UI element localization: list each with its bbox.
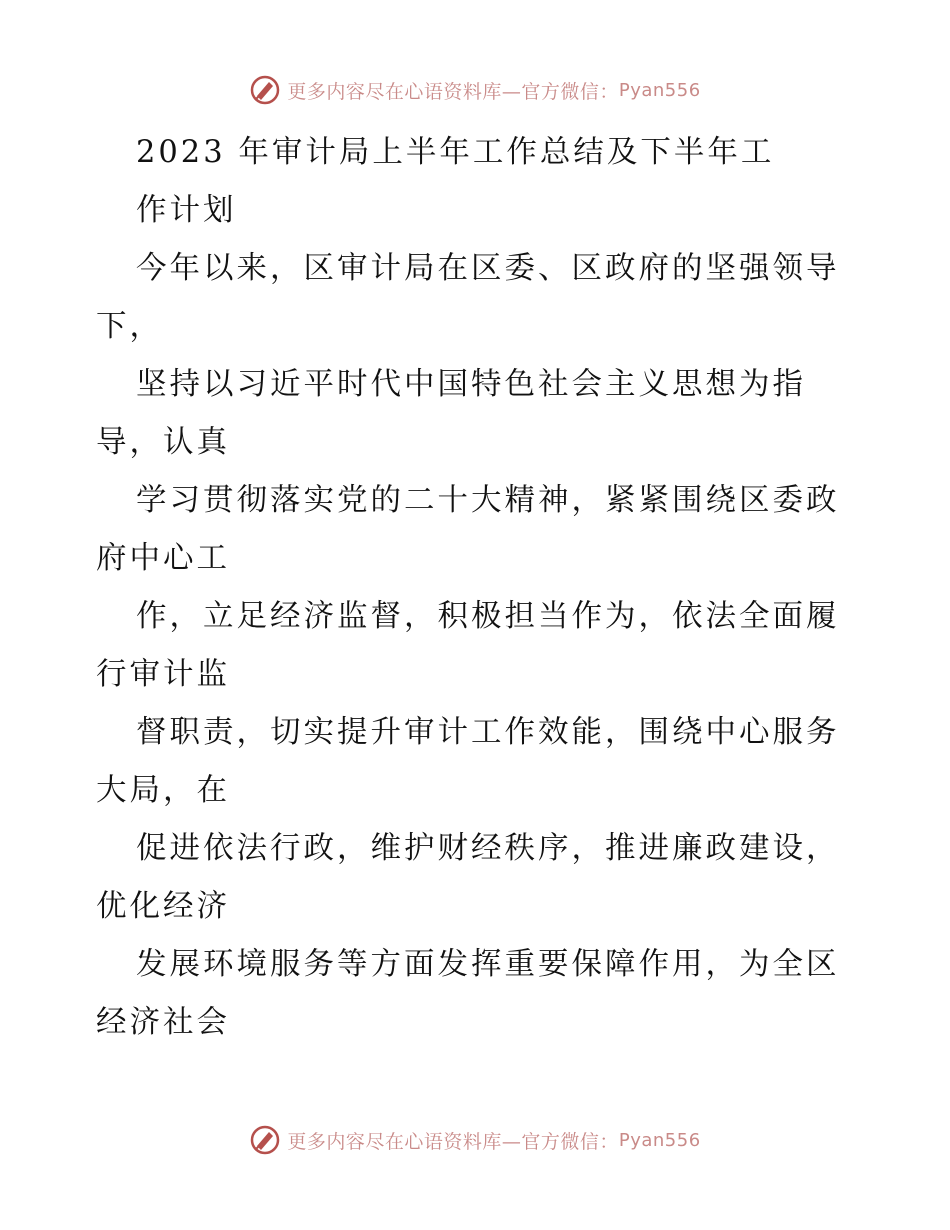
paragraph-line: 行审计监: [96, 657, 230, 692]
paragraph-line: 坚持以习近平时代中国特色社会主义思想为指: [136, 367, 806, 402]
paragraph-line: 府中心工: [96, 541, 230, 576]
watermark-text: 更多内容尽在心语资料库—官方微信：: [287, 80, 619, 103]
stamp-logo-icon: [249, 74, 281, 106]
watermark-text: 更多内容尽在心语资料库—官方微信：: [287, 1130, 619, 1153]
document-body: [96, 124, 896, 1052]
paragraph-line: 下，: [96, 309, 163, 344]
paragraph-line: 促进依法行政，维护财经秩序，推进廉政建设，: [136, 831, 840, 866]
footer-watermark: [0, 1120, 950, 1160]
title-line-2: 作计划: [136, 193, 237, 228]
header-watermark: [0, 70, 950, 110]
paragraph-line: 导，认真: [96, 425, 230, 460]
paragraph-line: 今年以来，区审计局在区委、区政府的坚强领导: [136, 251, 840, 286]
watermark-wechat-id: Pyan556: [618, 1129, 701, 1151]
paragraph-line: 作，立足经济监督，积极担当作为，依法全面履: [136, 599, 840, 634]
paragraph-line: 经济社会: [96, 1005, 230, 1040]
paragraph-line: 督职责，切实提升审计工作效能，围绕中心服务: [136, 715, 840, 750]
title-line-1: 2023 年审计局上半年工作总结及下半年工: [136, 135, 775, 170]
paragraph-line: 大局，在: [96, 773, 230, 808]
paragraph-line: 学习贯彻落实党的二十大精神，紧紧围绕区委政: [136, 483, 840, 518]
paragraph-line: 优化经济: [96, 889, 230, 924]
watermark-wechat-id: Pyan556: [618, 79, 701, 101]
paragraph-line: 发展环境服务等方面发挥重要保障作用，为全区: [136, 947, 840, 982]
stamp-logo-icon: [249, 1124, 281, 1156]
